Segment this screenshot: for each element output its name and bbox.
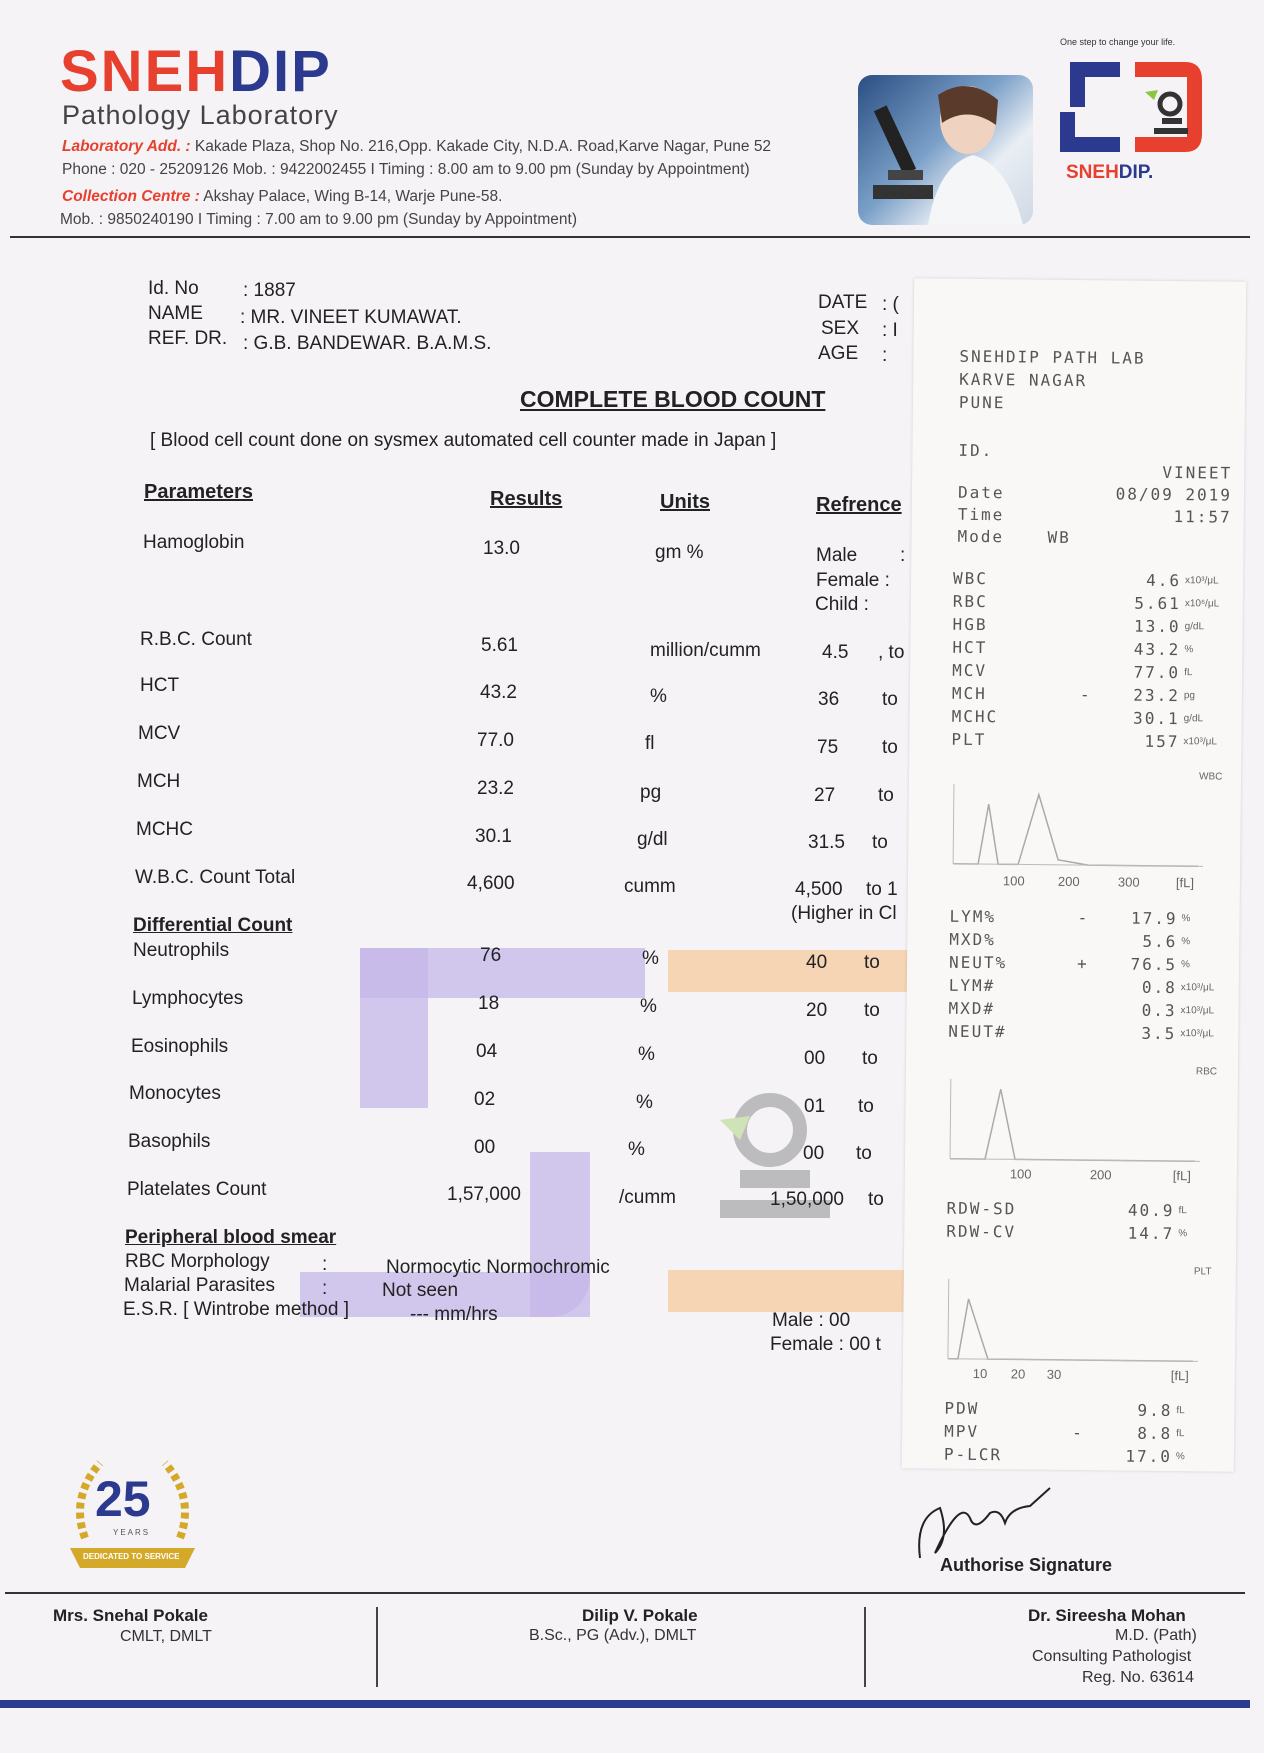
printout-diff-value: 3.5 — [1141, 1023, 1177, 1044]
collection-label: Collection Centre : — [62, 188, 200, 205]
row-to: , to — [878, 642, 905, 663]
brand-logo — [60, 38, 332, 105]
date-value: : ( — [882, 294, 899, 315]
footer-mid-sub: B.Sc., PG (Adv.), DMLT — [529, 1627, 697, 1644]
diff-param: Monocytes — [129, 1083, 221, 1104]
diff-unit: % — [638, 1044, 655, 1065]
printout-date-value: 08/09 2019 — [1115, 484, 1233, 505]
row-result: 13.0 — [483, 538, 520, 559]
row-to: to — [872, 832, 888, 853]
differential-title: Differential Count — [133, 915, 293, 936]
printout-param-value: 13.0 — [1133, 616, 1181, 637]
printout-param-unit: % — [1184, 644, 1194, 656]
footer-right-name: Dr. Sireesha Mohan — [1028, 1606, 1186, 1625]
row-unit: g/dl — [637, 829, 668, 850]
printout-plt-value: 9.8 — [1137, 1400, 1173, 1421]
printout-diff-unit: x10³/μL — [1180, 1028, 1214, 1040]
row-result: 5.61 — [481, 635, 518, 656]
printout-plt-flag: - — [1072, 1423, 1084, 1443]
esr-label: E.S.R. [ Wintrobe method ] — [123, 1299, 349, 1320]
row-unit: pg — [640, 782, 662, 803]
wbc-axis-tick: 100 — [1002, 873, 1025, 889]
printout-plt-unit: fL — [1176, 1405, 1185, 1417]
diff-param: Platelates Count — [127, 1179, 267, 1200]
malarial-label: Malarial Parasites — [124, 1275, 275, 1296]
row-unit: fl — [645, 733, 655, 754]
wbc-axis-tick: 200 — [1057, 873, 1080, 890]
diff-result: 04 — [476, 1041, 498, 1062]
printout-param-unit: pg — [1183, 690, 1196, 702]
lab-subtitle: Pathology Laboratory — [62, 100, 339, 130]
footer-left-name: Mrs. Snehal Pokale — [53, 1606, 208, 1625]
lab-address-line — [62, 138, 771, 156]
diff-ref: 01 — [804, 1096, 826, 1117]
printout-param-value: 5.61 — [1134, 593, 1181, 614]
wbc-axis-tick: [fL] — [1175, 875, 1195, 891]
plt-axis-tick: 20 — [1010, 1366, 1026, 1382]
row-ref: 4,500 — [795, 879, 843, 900]
row-param: W.B.C. Count Total — [135, 867, 296, 888]
diff-param: Eosinophils — [131, 1036, 229, 1057]
footer-divider — [5, 1592, 1245, 1594]
printout-param-name: RBC — [952, 591, 988, 612]
printout-param-flag: - — [1079, 685, 1092, 705]
diff-ref: 00 — [803, 1143, 825, 1164]
printout-diff-unit: % — [1181, 959, 1191, 971]
printout-diff-unit: % — [1181, 936, 1191, 948]
printout-param-name: MCHC — [951, 706, 999, 727]
diff-result: 00 — [474, 1137, 496, 1158]
diff-param: Lymphocytes — [132, 988, 244, 1009]
analyzer-printout — [902, 278, 1246, 1471]
brand-sneh: SNEH — [60, 39, 230, 104]
row-unit: million/cumm — [650, 640, 761, 661]
plt-axis-tick: [fL] — [1170, 1368, 1189, 1384]
tagline: One step to change your life. — [1060, 37, 1176, 47]
row-ref: 75 — [817, 737, 839, 758]
ref-value: : G.B. BANDEWAR. B.A.M.S. — [243, 333, 492, 354]
printout-diff-flag: - — [1077, 908, 1090, 928]
lab-address-label: Laboratory Add. : — [62, 138, 191, 155]
phone-line: Phone : 020 - 25209126 Mob. : 9422002455 I Timing : 8.00 am to 9.00 pm (Sunday by Appointment) — [62, 161, 750, 178]
printout-lab-area: KARVE NAGAR — [959, 369, 1088, 391]
printout-rdw-name: RDW-CV — [946, 1221, 1017, 1242]
footer-right-sub3: Reg. No. 63614 — [1082, 1669, 1195, 1686]
row-unit: cumm — [624, 876, 676, 897]
diff-result: 18 — [478, 993, 500, 1014]
footer-right-sub1: M.D. (Path) — [1115, 1627, 1197, 1644]
microscope-photo-icon — [858, 75, 1033, 225]
diff-ref: 1,50,000 — [770, 1189, 844, 1210]
row-unit: % — [650, 686, 667, 707]
footer-mid-name: Dilip V. Pokale — [582, 1606, 698, 1625]
row-result: 43.2 — [480, 682, 517, 703]
footer-right-sub2: Consulting Pathologist — [1032, 1648, 1192, 1665]
diff-to: to — [864, 952, 880, 973]
sex-label: SEX — [821, 318, 860, 339]
printout-diff-name: MXD# — [948, 998, 996, 1019]
row-ref: 4.5 — [822, 642, 849, 663]
printout-name: VINEET — [1162, 462, 1233, 483]
printout-id-label: ID. — [958, 440, 994, 461]
esr-male: Male : 00 — [772, 1310, 851, 1331]
age-value: : — [882, 345, 888, 366]
diff-unit: % — [642, 948, 659, 969]
diff-param: Neutrophils — [133, 940, 230, 961]
printout-rdw-unit: fL — [1178, 1205, 1187, 1217]
row-to: to 1 — [866, 879, 898, 900]
printout-plt-unit: % — [1175, 1451, 1185, 1463]
lab-address: Kakade Plaza, Shop No. 216,Opp. Kakade City, N.D.A. Road,Karve Nagar, Pune 52 — [194, 138, 772, 155]
row-ref: Male — [816, 545, 858, 566]
row-to: to — [882, 689, 898, 710]
printout-param-value: 4.6 — [1146, 570, 1182, 591]
diff-unit: /cumm — [619, 1187, 676, 1208]
rbc-axis-tick: 100 — [1009, 1166, 1032, 1182]
printout-diff-value: 76.5 — [1130, 954, 1178, 975]
printout-param-name: MCV — [952, 660, 988, 681]
diff-to: to — [856, 1143, 872, 1164]
diff-ref: 00 — [804, 1048, 826, 1069]
diff-ref: 40 — [806, 952, 828, 973]
plt-hist-label: PLT — [1193, 1266, 1212, 1278]
printout-param-name: HCT — [952, 637, 988, 658]
printout-rdw-unit: % — [1178, 1228, 1188, 1240]
printout-diff-flag: + — [1076, 954, 1089, 974]
wbc-histogram — [948, 784, 1209, 872]
brand-dip: DIP — [229, 39, 332, 104]
diff-result: 1,57,000 — [447, 1184, 521, 1205]
col-units: Units — [660, 491, 710, 513]
printout-diff-name: LYM% — [949, 906, 997, 927]
printout-plt-name: PDW — [944, 1398, 980, 1419]
esr-value: --- mm/hrs — [410, 1304, 498, 1325]
col-reference: Refrence — [816, 494, 902, 516]
diff-to: to — [868, 1189, 884, 1210]
id-value: : 1887 — [243, 280, 296, 301]
printout-mode-value: WB — [1047, 527, 1071, 547]
sd-logo-name — [1066, 162, 1153, 184]
printout-time-value: 11:57 — [1173, 507, 1232, 527]
printout-diff-name: NEUT% — [948, 952, 1008, 973]
printout-diff-unit: x10³/μL — [1180, 1005, 1215, 1017]
printout-param-name: MCH — [951, 683, 987, 704]
rbc-histogram — [945, 1079, 1206, 1167]
diff-ref: 20 — [806, 1000, 828, 1021]
hb-female: Female : — [816, 570, 890, 591]
printout-mode-label: Mode — [957, 526, 1005, 547]
row-param: HCT — [140, 675, 180, 696]
plt-histogram — [943, 1279, 1204, 1367]
printout-param-name: WBC — [953, 568, 989, 589]
collection-line — [62, 188, 502, 206]
smear-title: Peripheral blood smear — [125, 1227, 337, 1248]
printout-param-name: HGB — [952, 614, 988, 635]
ref-label: REF. DR. — [148, 328, 228, 349]
diff-param: Basophils — [128, 1131, 211, 1152]
row-param: Hamoglobin — [143, 532, 245, 553]
printout-param-unit: x10³/μL — [1183, 736, 1218, 748]
printout-diff-value: 0.8 — [1141, 977, 1177, 998]
plt-axis-tick: 30 — [1046, 1366, 1062, 1382]
microscope-photo — [858, 75, 1033, 225]
anniversary-badge — [65, 1448, 200, 1573]
rbc-morph-colon: : — [322, 1254, 328, 1275]
age-label: AGE — [818, 343, 859, 364]
rbc-morph-label: RBC Morphology — [125, 1251, 270, 1272]
name-label: NAME — [148, 303, 203, 324]
col-parameters: Parameters — [144, 481, 253, 503]
row-to: to — [878, 785, 894, 806]
printout-diff-name: LYM# — [948, 975, 996, 996]
sd-logo-icon — [1050, 52, 1210, 162]
diff-unit: % — [640, 996, 657, 1017]
name-value: : MR. VINEET KUMAWAT. — [240, 307, 462, 328]
printout-lab-name: SNEHDIP PATH LAB — [959, 346, 1146, 368]
sd-name-sneh: SNEH — [1066, 162, 1119, 183]
printout-param-unit: fL — [1184, 667, 1193, 679]
wbc-axis-tick: 300 — [1117, 874, 1140, 890]
row-to: to — [882, 737, 898, 758]
diff-to: to — [862, 1048, 878, 1069]
badge-number: 25 — [95, 1471, 151, 1527]
row-result: 30.1 — [475, 826, 512, 847]
mob-line: Mob. : 9850240190 I Timing : 7.00 am to 9.00 pm (Sunday by Appointment) — [60, 211, 577, 228]
printout-plt-value: 8.8 — [1137, 1423, 1173, 1444]
printout-param-unit: x10⁶/μL — [1184, 598, 1220, 610]
row-ref: 27 — [814, 785, 836, 806]
sex-value: : I — [882, 320, 898, 341]
row-to: : — [900, 545, 906, 566]
footer-left-sub: CMLT, DMLT — [120, 1628, 212, 1645]
printout-date-label: Date — [957, 482, 1005, 503]
row-result: 4,600 — [467, 873, 515, 894]
printout-param-value: 43.2 — [1133, 639, 1181, 660]
hb-child: Child : — [815, 594, 869, 615]
printout-param-value: 77.0 — [1133, 662, 1181, 683]
printout-param-value: 23.2 — [1133, 685, 1180, 706]
printout-diff-unit: % — [1181, 913, 1191, 925]
printout-diff-name: MXD% — [949, 929, 996, 950]
wbc-hist-label: WBC — [1198, 771, 1223, 783]
row-param: MCH — [137, 771, 181, 792]
esr-female: Female : 00 t — [770, 1334, 881, 1355]
malarial-value: Not seen — [382, 1280, 459, 1301]
printout-lab-city: PUNE — [958, 392, 1006, 413]
row-unit: gm % — [655, 542, 704, 563]
rbc-axis-tick: [fL] — [1172, 1168, 1192, 1184]
printout-diff-value: 5.6 — [1142, 931, 1178, 952]
row-result: 23.2 — [477, 778, 514, 799]
plt-axis-tick: 10 — [972, 1365, 988, 1382]
printout-param-unit: g/dL — [1183, 713, 1204, 725]
printout-time-label: Time — [957, 504, 1005, 525]
malarial-colon: : — [322, 1278, 328, 1299]
row-param: MCHC — [136, 819, 193, 840]
printout-param-value: 30.1 — [1133, 708, 1180, 729]
footer-bar — [0, 1700, 1250, 1708]
row-result: 77.0 — [477, 730, 514, 751]
row-param: MCV — [138, 723, 181, 744]
printout-rdw-name: RDW-SD — [946, 1198, 1017, 1219]
watermark-microscope-icon — [680, 1050, 880, 1250]
badge-ribbon: DEDICATED TO SERVICE — [83, 1552, 180, 1561]
rbc-axis-tick: 200 — [1089, 1167, 1112, 1183]
watermark-orange-bottom — [668, 1270, 908, 1312]
date-label: DATE — [818, 292, 868, 313]
printout-diff-unit: x10³/μL — [1180, 982, 1215, 994]
printout-diff-value: 0.3 — [1141, 1000, 1177, 1021]
printout-param-value: 157 — [1144, 731, 1180, 752]
row-ref: 36 — [818, 689, 840, 710]
printout-param-name: PLT — [951, 729, 987, 750]
printout-param-unit: x10³/μL — [1185, 575, 1219, 587]
printout-plt-name: P-LCR — [943, 1444, 1003, 1465]
printout-plt-value: 17.0 — [1125, 1446, 1173, 1467]
report-title: COMPLETE BLOOD COUNT — [520, 386, 826, 412]
header-divider — [10, 236, 1250, 238]
printout-rdw-value: 14.7 — [1127, 1223, 1175, 1244]
report-note: [ Blood cell count done on sysmex automated cell counter made in Japan ] — [150, 430, 777, 451]
signature-label: Authorise Signature — [940, 1555, 1113, 1575]
badge-years: YEARS — [113, 1528, 151, 1537]
watermark-bar-left — [360, 948, 428, 1108]
collection-address: Akshay Palace, Wing B-14, Warje Pune-58. — [203, 188, 503, 205]
printout-plt-unit: fL — [1176, 1428, 1185, 1440]
id-label: Id. No — [148, 278, 199, 299]
sd-name-dip: DIP. — [1118, 162, 1154, 183]
printout-diff-value: 17.9 — [1130, 908, 1178, 929]
diff-to: to — [858, 1096, 874, 1117]
footer-separator — [376, 1607, 378, 1687]
rbc-hist-label: RBC — [1195, 1066, 1218, 1078]
diff-to: to — [864, 1000, 880, 1021]
wbc-note: (Higher in Cl — [791, 903, 897, 924]
diff-result: 02 — [474, 1089, 496, 1110]
row-param: R.B.C. Count — [140, 629, 252, 650]
row-ref: 31.5 — [808, 832, 845, 853]
footer-separator — [864, 1607, 866, 1687]
printout-diff-name: NEUT# — [948, 1021, 1007, 1042]
printout-plt-name: MPV — [944, 1421, 980, 1442]
col-results: Results — [490, 488, 563, 510]
diff-unit: % — [628, 1139, 645, 1160]
diff-unit: % — [636, 1092, 653, 1113]
diff-result: 76 — [480, 945, 502, 966]
rbc-morph-value: Normocytic Normochromic — [386, 1257, 610, 1278]
printout-param-unit: g/dL — [1184, 621, 1205, 633]
printout-rdw-value: 40.9 — [1127, 1200, 1175, 1221]
